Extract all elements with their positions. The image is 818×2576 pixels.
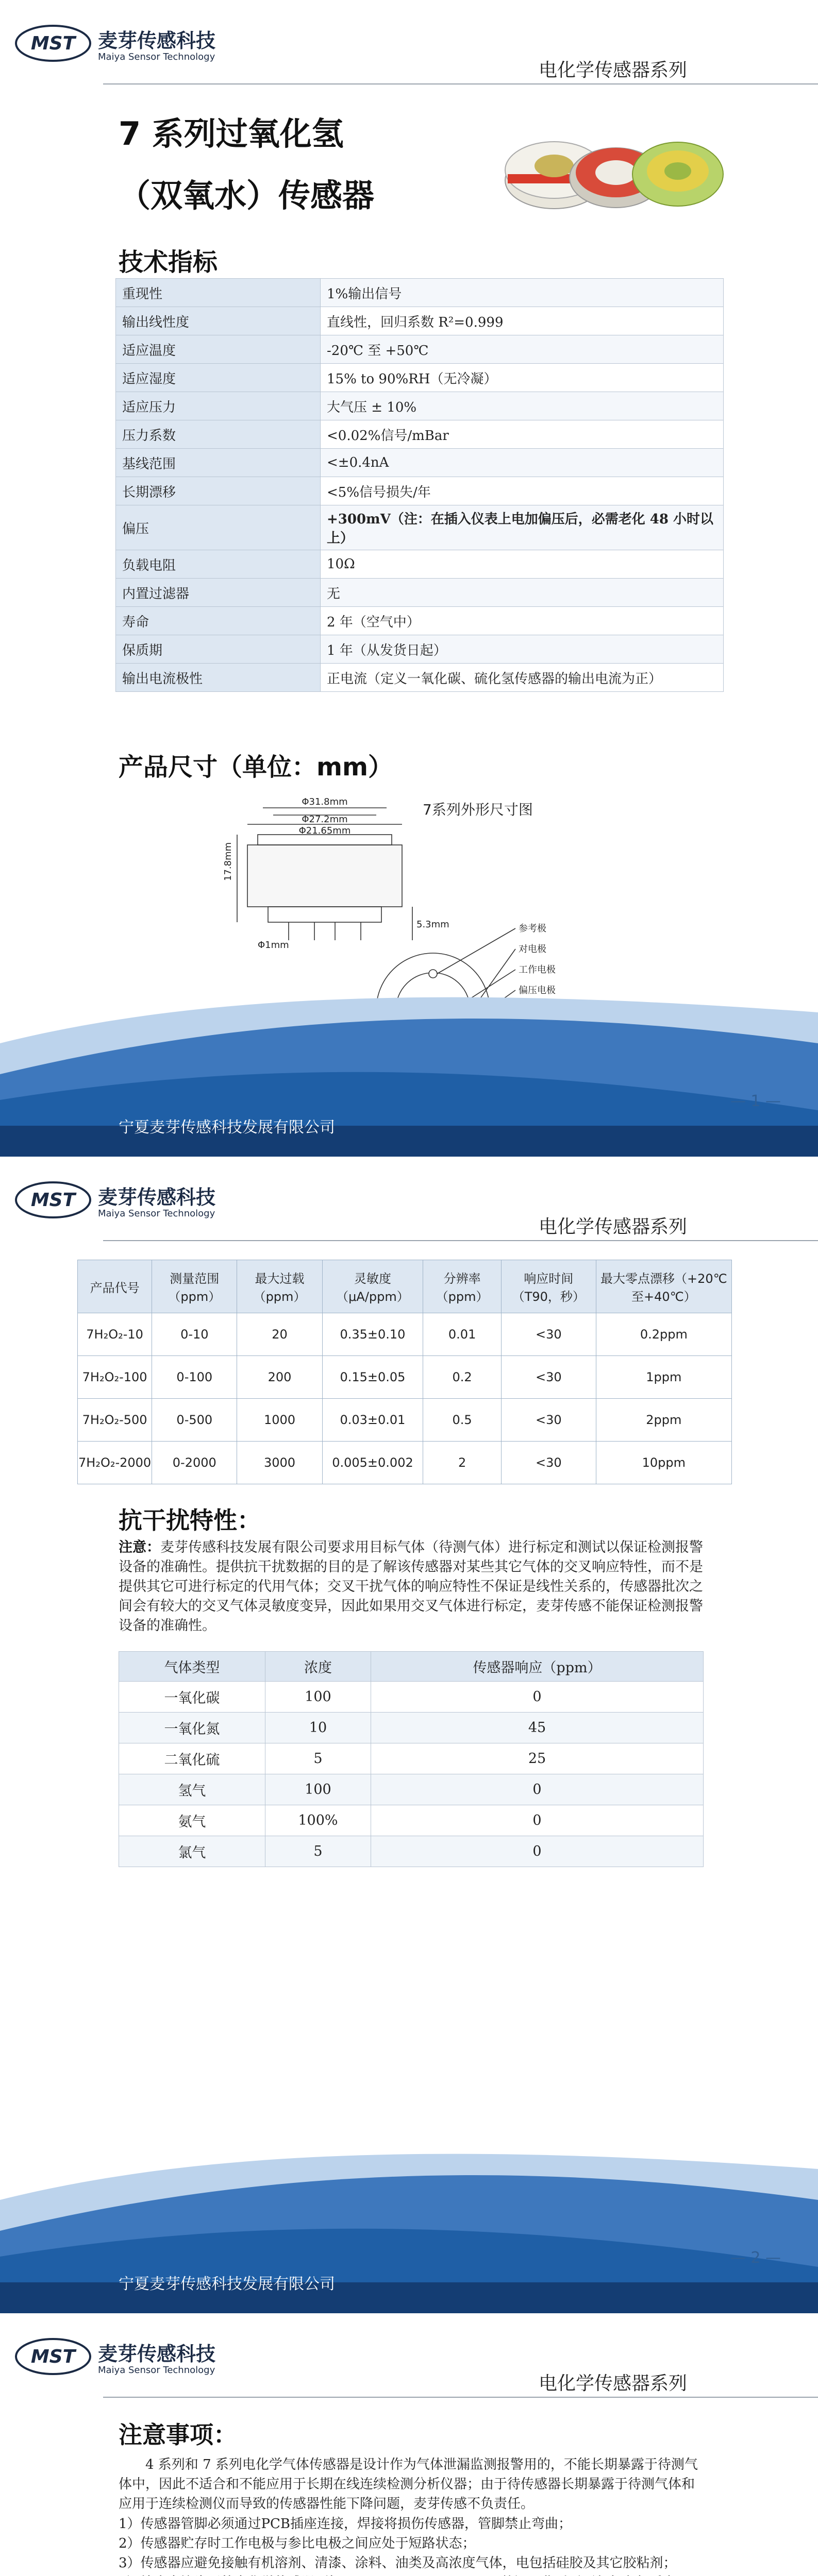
- notes-intro: 4 系列和 7 系列电化学气体传感器是设计作为气体泄漏监测报警用的，不能长期暴露于待测气体中，因此不适合和不能应用于长期在线连续检测分析仪器；由于待传感器长期暴露于待测气体和应用于连续检测仪而导致的传感器性能下降问题，麦芽传感不负责任。: [119, 2457, 698, 2512]
- spec-value: <0.02%信号/mBar: [321, 420, 724, 449]
- brand-name-cn: 麦芽传感科技: [98, 2343, 216, 2365]
- spec-key: 基线范围: [116, 449, 321, 477]
- table-cell: 一氧化氮: [119, 1713, 265, 1743]
- table-cell: 0.01: [423, 1313, 502, 1356]
- svg-text:Φ21.65mm: Φ21.65mm: [298, 825, 351, 836]
- table-cell: 100: [265, 1774, 371, 1805]
- table-cell: 10: [265, 1713, 371, 1743]
- table-cell: 5: [265, 1836, 371, 1867]
- table-cell: 1000: [237, 1399, 322, 1442]
- table-cell: 0-500: [152, 1399, 237, 1442]
- note-item: 1）传感器管脚必须通过PCB插座连接，焊接将损伤传感器，管脚禁止弯曲；: [119, 2516, 572, 2532]
- brand-name-cn: 麦芽传感科技: [98, 29, 216, 52]
- header-divider: [103, 2397, 818, 2398]
- table-cell: 5: [265, 1743, 371, 1774]
- note-body: 麦芽传感科技发展有限公司要求用目标气体（待测气体）进行标定和测试以保证检测报警设备的准确性。提供抗干扰数据的目的是了解该传感器对某些其它气体的交叉响应特性，而不是提供其它可进行标定的代用气体；交叉干扰气体的响应特性不保证是线性关系的，传感器批次之间会有较大的交叉气体灵敏度变异，因此如果用交叉气体进行标定，麦芽传感不能保证检测报警设备的准确性。: [119, 1539, 703, 1634]
- svg-text:工作电极: 工作电极: [519, 964, 556, 975]
- svg-text:偏压电极: 偏压电极: [519, 985, 556, 996]
- series-title: 电化学传感器系列: [539, 2373, 688, 2394]
- table-cell: <30: [501, 1313, 596, 1356]
- spec-row: [116, 579, 724, 607]
- svg-text:参考极: 参考极: [519, 923, 546, 934]
- table-cell: 0.005±0.002: [322, 1442, 423, 1484]
- column-header: 测量范围（ppm）: [152, 1260, 237, 1313]
- spec-value: 正电流（定义一氧化碳、硫化氢传感器的输出电流为正）: [321, 664, 724, 692]
- table-cell: 100: [265, 1682, 371, 1713]
- page-title-line2: （双氧水）传感器: [119, 177, 375, 214]
- column-header: 灵敏度（μA/ppm）: [322, 1260, 423, 1313]
- table-cell: 20: [237, 1313, 322, 1356]
- spec-row: [116, 279, 724, 307]
- page-title-line1: 7 系列过氧化氢: [119, 115, 344, 152]
- table-cell: 200: [237, 1356, 322, 1399]
- series-title: 电化学传感器系列: [539, 60, 688, 81]
- table-row: [78, 1313, 732, 1356]
- page-2: [0, 1157, 818, 2313]
- dimension-heading: 产品尺寸（单位：mm）: [119, 753, 393, 782]
- table-row: [78, 1356, 732, 1399]
- page-number: — 1 —: [730, 1092, 781, 1110]
- column-header: 传感器响应（ppm）: [371, 1652, 704, 1682]
- table-cell: 0-2000: [152, 1442, 237, 1484]
- spec-table: [115, 278, 724, 692]
- table-cell: 0.35±0.10: [322, 1313, 423, 1356]
- svg-text:MST: MST: [30, 2346, 76, 2367]
- spec-row: [116, 607, 724, 635]
- note-label: 注意：: [119, 1539, 160, 1555]
- table-cell: 0.2ppm: [596, 1313, 731, 1356]
- table-cell: 0: [371, 1805, 704, 1836]
- table-row: [78, 1442, 732, 1484]
- spec-value: 15% to 90%RH（无冷凝）: [321, 364, 724, 392]
- table-cell: 7H₂O₂-2000: [78, 1442, 152, 1484]
- spec-key: 保质期: [116, 635, 321, 664]
- column-header: 产品代号: [78, 1260, 152, 1313]
- table-cell: 二氧化硫: [119, 1743, 265, 1774]
- mst-logo: [14, 24, 92, 63]
- table-cell: 0: [371, 1682, 704, 1713]
- table-cell: 2: [423, 1442, 502, 1484]
- spec-key: 负载电阻: [116, 550, 321, 579]
- table-cell: <30: [501, 1399, 596, 1442]
- spec-value: <5%信号损失/年: [321, 477, 724, 505]
- spec-key: 重现性: [116, 279, 321, 307]
- table-row: [119, 1743, 704, 1774]
- spec-value: 大气压 ± 10%: [321, 392, 724, 420]
- table-cell: 氢气: [119, 1774, 265, 1805]
- svg-text:Φ27.2mm: Φ27.2mm: [302, 814, 348, 825]
- svg-text:17.8mm: 17.8mm: [223, 842, 233, 881]
- column-header: 气体类型: [119, 1652, 265, 1682]
- table-cell: 0: [371, 1774, 704, 1805]
- spec-row: [116, 420, 724, 449]
- page-header: [0, 1157, 818, 1260]
- brand-name-en: Maiya Sensor Technology: [98, 52, 215, 62]
- page-header: [0, 0, 818, 103]
- table-cell: 氯气: [119, 1836, 265, 1867]
- footer-company: 宁夏麦芽传感科技发展有限公司: [119, 1118, 335, 1137]
- spec-row: [116, 335, 724, 364]
- anti-interference-heading: 抗干扰特性：: [119, 1506, 261, 1534]
- svg-text:对电极: 对电极: [519, 944, 546, 955]
- spec-key: 输出线性度: [116, 307, 321, 335]
- mst-logo: [14, 2337, 92, 2376]
- table-cell: 0: [371, 1836, 704, 1867]
- table-row: [78, 1399, 732, 1442]
- table-cell: 25: [371, 1743, 704, 1774]
- table-row: [119, 1836, 704, 1867]
- table-cell: 0.2: [423, 1356, 502, 1399]
- spec-value: 10Ω: [321, 550, 724, 579]
- page-footer: [0, 2138, 818, 2313]
- table-cell: 0.15±0.05: [322, 1356, 423, 1399]
- column-header: 最大过载（ppm）: [237, 1260, 322, 1313]
- page-header: [0, 2313, 818, 2416]
- spec-row: [116, 392, 724, 420]
- brand-name-en: Maiya Sensor Technology: [98, 2365, 215, 2376]
- table-row: [119, 1805, 704, 1836]
- cross-sensitivity-table: [119, 1651, 704, 1867]
- spec-value: 1%输出信号: [321, 279, 724, 307]
- table-cell: 1ppm: [596, 1356, 731, 1399]
- spec-value: 1 年（从发货日起）: [321, 635, 724, 664]
- spec-row: [116, 505, 724, 550]
- page-number: — 2 —: [730, 2249, 781, 2267]
- brand-name-cn: 麦芽传感科技: [98, 1186, 216, 1209]
- page-3: [0, 2313, 818, 2576]
- column-header: 响应时间（T90，秒）: [501, 1260, 596, 1313]
- brand-name-en: Maiya Sensor Technology: [98, 1208, 215, 1219]
- spec-key: 偏压: [116, 505, 321, 550]
- table-cell: <30: [501, 1356, 596, 1399]
- note-item: [119, 2573, 701, 2576]
- spec-row: [116, 364, 724, 392]
- spec-value: 无: [321, 579, 724, 607]
- table-cell: 45: [371, 1713, 704, 1743]
- table-cell: 一氧化碳: [119, 1682, 265, 1713]
- header-divider: [103, 1240, 818, 1241]
- table-row: [119, 1774, 704, 1805]
- note-item: 3）传感器应避免接触有机溶剂、清漆、涂料、油类及高浓度气体，电包括硅胶及其它胶粘剂；: [119, 2555, 677, 2571]
- table-cell: 7H₂O₂-500: [78, 1399, 152, 1442]
- svg-text:5.3mm: 5.3mm: [416, 919, 449, 930]
- spec-row: [116, 449, 724, 477]
- table-cell: 3000: [237, 1442, 322, 1484]
- spec-heading: 技术指标: [119, 248, 218, 277]
- spec-row: [116, 664, 724, 692]
- spec-row: [116, 477, 724, 505]
- table-cell: 2ppm: [596, 1399, 731, 1442]
- table-cell: 100%: [265, 1805, 371, 1836]
- page-1: [0, 0, 818, 1157]
- spec-row: [116, 635, 724, 664]
- spec-row: [116, 307, 724, 335]
- anti-interference-text: [119, 1538, 711, 1636]
- header-divider: [103, 83, 818, 84]
- spec-key: 压力系数: [116, 420, 321, 449]
- notes-heading: 注意事项：: [119, 2421, 237, 2449]
- dimension-subtitle: 7系列外形尺寸图: [423, 801, 533, 818]
- svg-text:Φ1mm: Φ1mm: [258, 940, 289, 951]
- mst-logo: [14, 1180, 92, 1219]
- table-cell: <30: [501, 1442, 596, 1484]
- note-item: 2）传感器贮存时工作电极与参比电极之间应处于短路状态；: [119, 2535, 476, 2551]
- spec-key: 长期漂移: [116, 477, 321, 505]
- table-cell: 0.03±0.01: [322, 1399, 423, 1442]
- table-row: [119, 1682, 704, 1713]
- table-cell: 氨气: [119, 1805, 265, 1836]
- table-row: [119, 1713, 704, 1743]
- svg-text:MST: MST: [30, 33, 76, 54]
- spec-value: -20℃ 至 +50℃: [321, 335, 724, 364]
- spec-row: [116, 550, 724, 579]
- table-cell: 0-100: [152, 1356, 237, 1399]
- svg-text:Φ31.8mm: Φ31.8mm: [302, 796, 348, 807]
- table-cell: 7H₂O₂-10: [78, 1313, 152, 1356]
- spec-key: 适应压力: [116, 392, 321, 420]
- notes-list: [119, 2455, 701, 2576]
- spec-key: 适应温度: [116, 335, 321, 364]
- page-footer: [0, 981, 818, 1157]
- table-cell: 7H₂O₂-100: [78, 1356, 152, 1399]
- sensor-photo: [500, 129, 727, 216]
- column-header: 最大零点漂移（+20℃至+40℃）: [596, 1260, 731, 1313]
- spec-value: 2 年（空气中）: [321, 607, 724, 635]
- footer-company: 宁夏麦芽传感科技发展有限公司: [119, 2275, 335, 2293]
- spec-value: +300mV（注：在插入仪表上电加偏压后，必需老化 48 小时以上）: [321, 505, 724, 550]
- model-table: [77, 1260, 732, 1484]
- column-header: 浓度: [265, 1652, 371, 1682]
- svg-text:MST: MST: [30, 1190, 76, 1211]
- series-title: 电化学传感器系列: [539, 1216, 688, 1238]
- spec-value: <±0.4nA: [321, 449, 724, 477]
- table-cell: 0-10: [152, 1313, 237, 1356]
- spec-value: 直线性，回归系数 R²=0.999: [321, 307, 724, 335]
- table-cell: 0.5: [423, 1399, 502, 1442]
- spec-key: 内置过滤器: [116, 579, 321, 607]
- column-header: 分辨率（ppm）: [423, 1260, 502, 1313]
- spec-key: 寿命: [116, 607, 321, 635]
- spec-key: 适应湿度: [116, 364, 321, 392]
- table-cell: 10ppm: [596, 1442, 731, 1484]
- spec-key: 输出电流极性: [116, 664, 321, 692]
